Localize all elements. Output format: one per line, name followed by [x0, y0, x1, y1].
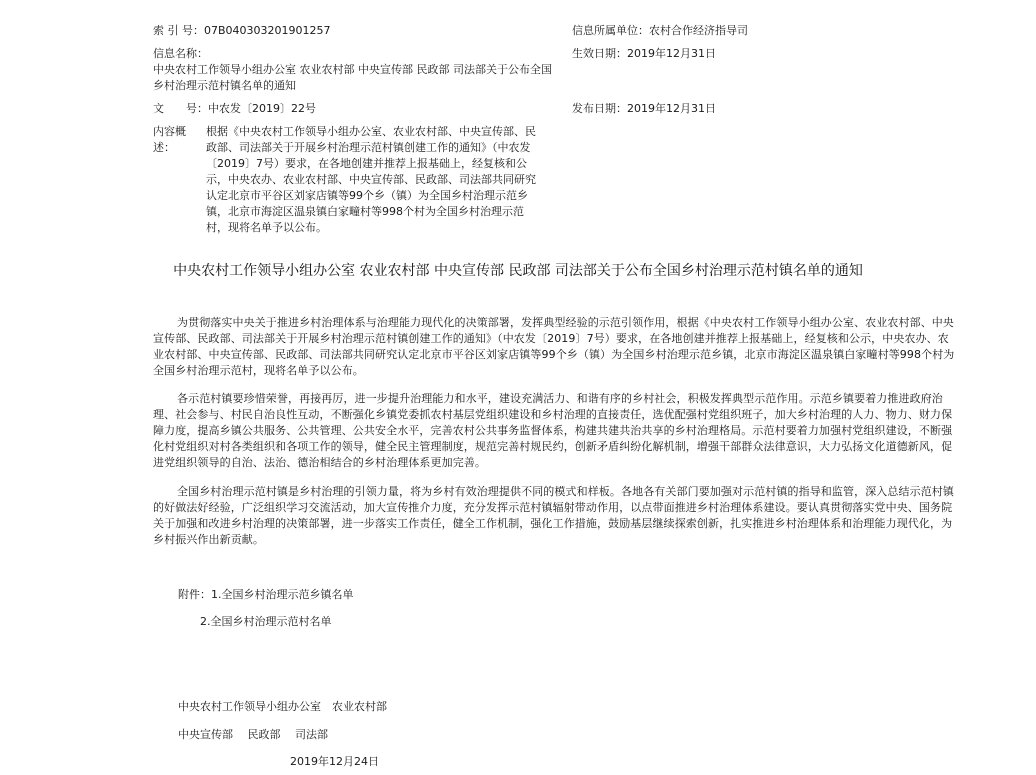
page-title: 中央农村工作领导小组办公室 农业农村部 中央宣传部 民政部 司法部关于公布全国乡村治理示范村镇名单的通知 — [173, 263, 863, 279]
meta-docno — [153, 101, 316, 117]
meta-index-label: 索 引 号： — [153, 24, 204, 37]
body-paragraph-3: 全国乡村治理示范村镇是乡村治理的引领力量，将为乡村有效治理提供不同的模式和样板。各地各有关部门要加强对示范村镇的指导和监管，深入总结示范村镇的好做法好经验，广泛组织学习交流活动，加大宣传推介力度，充分发挥示范村镇辐射带动作用，以点带面推进乡村治理体系建设。要认真贯彻落实党中央、国务院关于加强和改进乡村治理的决策部署，进一步落实工作责任，健全工作机制，强化工作措施，鼓励基层继续探索创新，扎实推进乡村治理体系和治理能力现代化，为乡村振兴作出新贡献。 — [153, 485, 954, 546]
meta-docno-value: 中农发〔2019〕22号 — [208, 102, 316, 115]
meta-summary-label: 内容概述： — [153, 125, 186, 154]
meta-publish — [572, 101, 716, 117]
signature-date: 2019年12月24日 — [290, 755, 379, 768]
attachments — [178, 587, 354, 603]
meta-unit-value: 农村合作经济指导司 — [649, 24, 748, 37]
signature-line-2: 中央宣传部 民政部 司法部 — [178, 728, 328, 741]
attachments-label: 附件： — [178, 588, 211, 601]
meta-effective — [572, 46, 716, 62]
meta-effective-label: 生效日期： — [572, 47, 627, 60]
meta-index-value: 07B040303201901257 — [204, 24, 331, 37]
meta-effective-value: 2019年12月31日 — [627, 47, 716, 60]
meta-name-label: 信息名称： — [153, 47, 208, 60]
meta-index — [153, 23, 331, 39]
meta-unit — [572, 23, 748, 39]
meta-docno-label: 文 号： — [153, 102, 208, 115]
meta-unit-label: 信息所属单位： — [572, 24, 649, 37]
attachment-link-2[interactable]: 2.全国乡村治理示范村名单 — [200, 615, 332, 628]
meta-publish-value: 2019年12月31日 — [627, 102, 716, 115]
meta-summary-value: 根据《中央农村工作领导小组办公室、农业农村部、中央宣传部、民政部、司法部关于开展乡村治理示范村镇创建工作的通知》（中农发〔2019〕7号）要求，在各地创建并推荐上报基础上，经复核和公示，中央农办、农业农村部、中央宣传部、民政部、司法部共同研究认定北京市平谷区刘家店镇等99个乡（镇）为全国乡村治理示范乡镇，北京市海淀区温泉镇白家疃村等998个村为全国乡村治理示范村，现将名单予以公布。 — [206, 125, 536, 234]
meta-name-value: 中央农村工作领导小组办公室 农业农村部 中央宣传部 民政部 司法部关于公布全国乡村治理示范村镇名单的通知 — [153, 63, 552, 92]
signature-line-1: 中央农村工作领导小组办公室 农业农村部 — [178, 700, 387, 713]
body-paragraph-2: 各示范村镇要珍惜荣誉，再接再厉，进一步提升治理能力和水平，建设充满活力、和谐有序的乡村社会，积极发挥典型示范作用。示范乡镇要着力推进政府治理、社会参与、村民自治良性互动，不断强化乡镇党委抓农村基层党组织建设和乡村治理的直接责任，选优配强村党组织班子，加大乡村治理的人力、物力、财力保障力度，提高乡镇公共服务、公共管理、公共安全水平，完善农村公共事务监督体系，构建共建共治共享的乡村治理格局。示范村要着力加强村党组织建设，不断强化村党组织对村各类组织和各项工作的领导，健全民主管理制度，规范完善村规民约，创新矛盾纠纷化解机制，增强干部群众法律意识，大力弘扬文化道德新风，促进党组织领导的自治、法治、德治相结合的乡村治理体系更加完善。 — [153, 392, 953, 469]
attachment-link-1[interactable]: 1.全国乡村治理示范乡镇名单 — [211, 588, 354, 601]
meta-publish-label: 发布日期： — [572, 102, 627, 115]
body-paragraph-1: 为贯彻落实中央关于推进乡村治理体系与治理能力现代化的决策部署，发挥典型经验的示范引领作用，根据《中央农村工作领导小组办公室、农业农村部、中央宣传部、民政部、司法部关于开展乡村治理示范村镇创建工作的通知》（中农发〔2019〕7号）要求，在各地创建并推荐上报基础上，经复核和公示，中央农办、农业农村部、中央宣传部、民政部、司法部共同研究认定北京市平谷区刘家店镇等99个乡（镇）为全国乡村治理示范乡镇，北京市海淀区温泉镇白家疃村等998个村为全国乡村治理示范村，现将名单予以公布。 — [153, 316, 955, 377]
